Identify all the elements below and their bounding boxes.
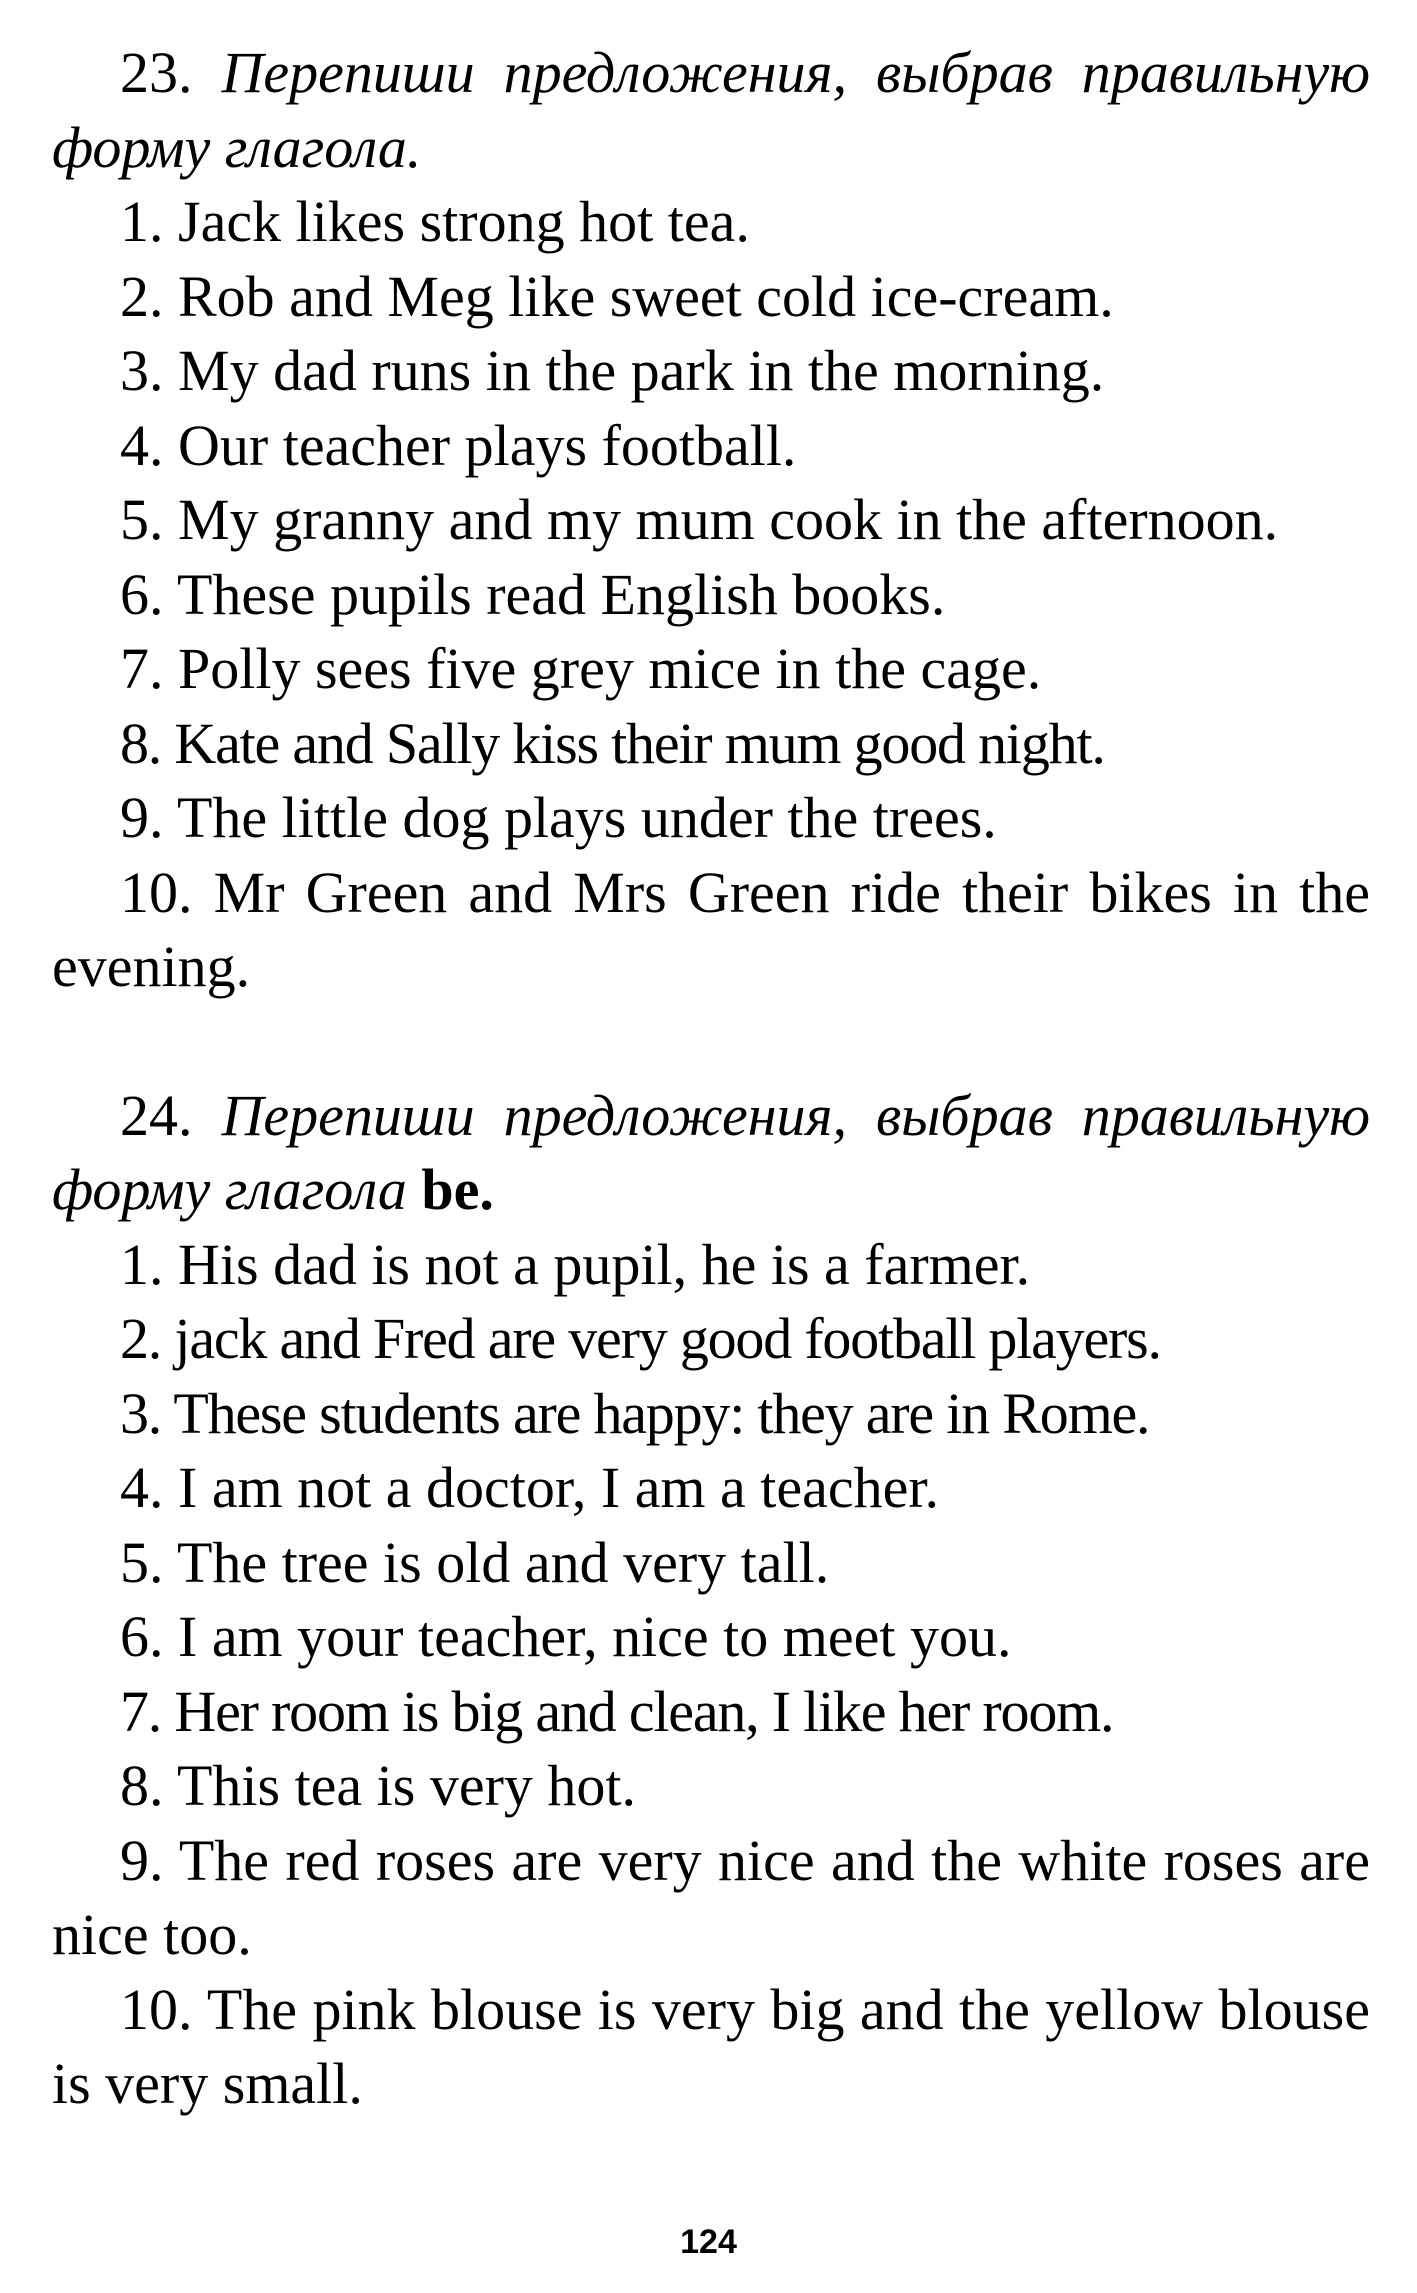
exercise-24 [52,1079,1370,2122]
sentence-item: 2. jack and Fred are very good football players. [120,1306,1161,1371]
sentence-item: 9. The red roses are very nice and the white roses are nice too. [52,1827,1370,1967]
sentence-item: 7. Polly sees five grey mice in the cage. [120,636,1042,701]
sentence-item: 5. The tree is old and very tall. [120,1529,830,1595]
sentence-item: 6. I am your teacher, nice to meet you. [120,1604,1012,1669]
exercise-heading [52,36,1370,185]
exercise-number: 24. [120,1082,193,1148]
sentence-item: 3. My dad runs in the park in the morning. [120,338,1105,403]
exercise-instruction: Перепиши предложения, выбрав правильную форму глагола. [52,40,1371,180]
sentence-item: 2. Rob and Meg like sweet cold ice-cream. [120,263,1114,329]
sentence-item: 8. Kate and Sally kiss their mum good night. [120,710,1105,776]
exercise-23 [52,36,1370,1005]
sentence-item: 4. I am not a doctor, I am a teacher. [120,1455,939,1520]
sentence-item: 10. Mr Green and Mrs Green ride their bikes in the evening. [52,859,1370,999]
sentence-item: 5. My granny and my mum cook in the afternoon. [120,487,1279,552]
sentence-item: 10. The pink blouse is very big and the yellow blouse is very small. [52,1976,1370,2116]
sentence-item: 3. These students are happy: they are in Rome. [120,1380,1150,1446]
sentence-item: 1. His dad is not a pupil, he is a farmer. [120,1231,1031,1297]
page-number: 124 [680,2223,737,2261]
exercise-number: 23. [120,40,193,105]
sentence-item: 8. This tea is very hot. [120,1753,637,1818]
sentence-item: 1. Jack likes strong hot tea. [120,189,750,254]
sentence-item: 6. These pupils read English books. [120,561,946,627]
sentence-item: 9. The little dog plays under the trees. [120,785,997,850]
sentence-item: 4. Our teacher plays football. [120,412,797,478]
exercise-verb: be. [421,1157,494,1222]
exercise-instruction: Перепиши предложения, выбрав правильную форму глагола [52,1082,1371,1222]
sentence-item: 7. Her room is big and clean, I like her room. [120,1678,1114,1744]
textbook-page [52,36,1370,2122]
exercise-heading [52,1079,1370,1228]
